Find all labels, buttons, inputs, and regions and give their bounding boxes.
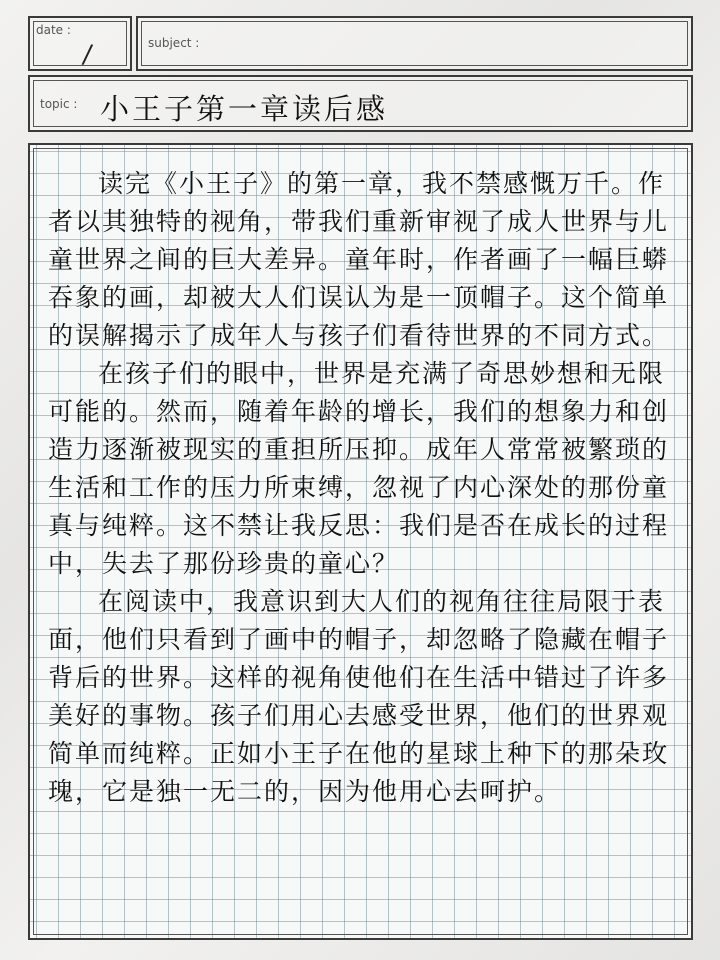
date-box — [28, 16, 132, 71]
essay-text — [48, 165, 678, 811]
topic-title: 小王子第一章读后感 — [100, 92, 389, 126]
subject-label: subject : — [148, 36, 200, 50]
paragraph-1: 读完《小王子》的第一章，我不禁感慨万千。作者以其独特的视角，带我们重新审视了成人世界与儿童世界之间的巨大差异。童年时，作者画了一幅巨蟒吞象的画，却被大人们误认为是一顶帽子。这个简单的误解揭示了成年人与孩子们看待世界的不同方式。 — [48, 169, 670, 350]
paragraph-3: 在阅读中，我意识到大人们的视角往往局限于表面，他们只看到了画中的帽子，却忽略了隐藏在帽子背后的世界。这样的视角使他们在生活中错过了许多美好的事物。孩子们用心去感受世界，他们的世界观简单而纯粹。正如小王子在他的星球上种下的那朵玫瑰，它是独一无二的，因为他用心去呵护。 — [48, 587, 670, 806]
subject-box — [136, 16, 693, 71]
topic-box — [28, 75, 693, 132]
date-label: date : — [36, 23, 71, 37]
grid-paper-body — [28, 143, 693, 940]
date-value: / — [80, 39, 94, 71]
paragraph-2: 在孩子们的眼中，世界是充满了奇思妙想和无限可能的。然而，随着年龄的增长，我们的想象力和创造力逐渐被现实的重担所压抑。成年人常常被繁琐的生活和工作的压力所束缚，忽视了内心深处的那份童真与纯粹。这不禁让我反思：我们是否在成长的过程中，失去了那份珍贵的童心？ — [48, 359, 670, 578]
topic-label: topic : — [40, 97, 78, 111]
